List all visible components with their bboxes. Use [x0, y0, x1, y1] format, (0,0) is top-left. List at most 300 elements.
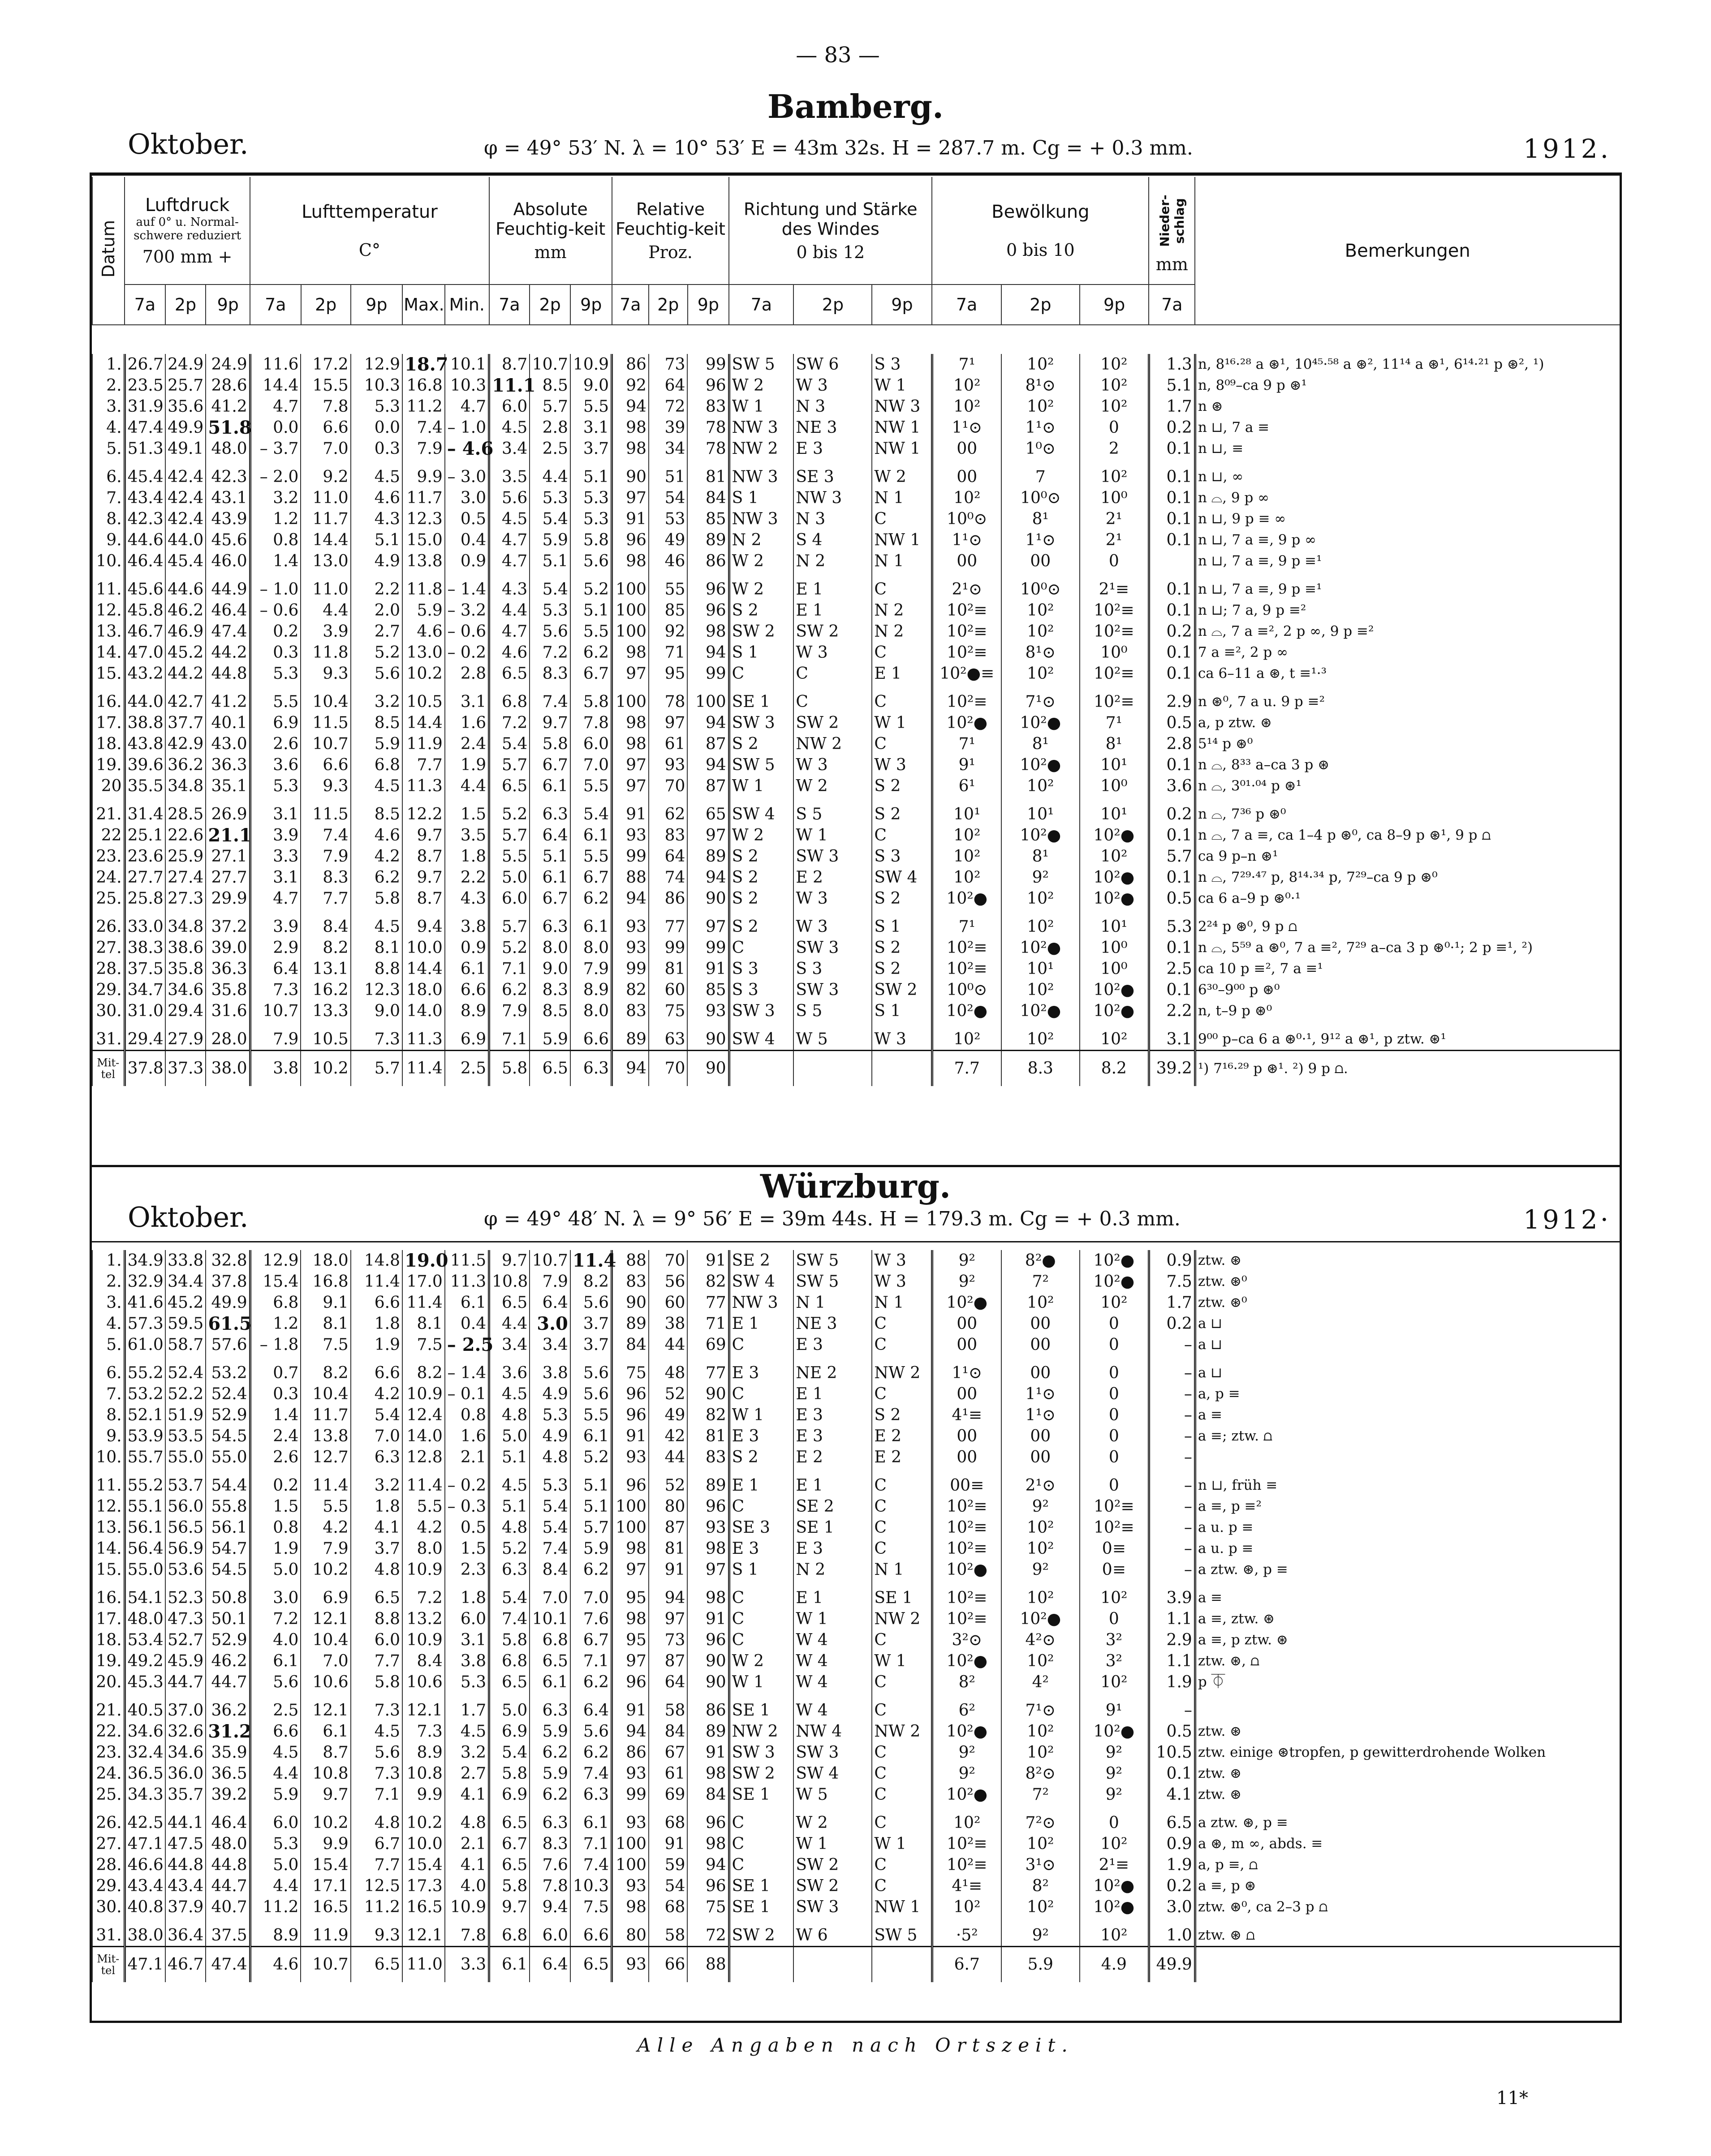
value-cell: 6.0: [445, 1608, 489, 1630]
value-cell: 14.4: [301, 530, 350, 551]
value-cell: 1¹⊙: [1001, 530, 1080, 551]
date-cell: 21.: [92, 1693, 125, 1721]
value-cell: 4.7: [489, 530, 530, 551]
table-row: [92, 1651, 1620, 1672]
value-cell: SE 3: [729, 1517, 793, 1538]
value-cell: 31.2: [206, 1721, 250, 1742]
value-cell: 10²: [932, 1805, 1001, 1833]
value-cell: S 2: [729, 1447, 793, 1468]
value-cell: 6.2: [570, 1559, 612, 1580]
value-cell: 2¹: [1080, 530, 1149, 551]
value-cell: 10²: [1001, 1721, 1080, 1742]
value-cell: 3.1: [1149, 1022, 1195, 1051]
value-cell: 10²: [1080, 354, 1149, 375]
value-cell: 53.4: [125, 1630, 165, 1651]
value-cell: 8²⊙: [1001, 1763, 1080, 1784]
value-cell: 10²: [1080, 459, 1149, 487]
value-cell: 73: [649, 1630, 688, 1651]
value-cell: 46.2: [165, 600, 206, 621]
value-cell: [1149, 551, 1195, 572]
value-cell: 0.2: [1149, 797, 1195, 825]
date-cell: 12.: [92, 1496, 125, 1517]
value-cell: 7¹: [932, 733, 1001, 755]
value-cell: 72: [687, 1918, 729, 1947]
value-cell: W 3: [793, 375, 872, 396]
value-cell: 6.5: [1149, 1805, 1195, 1833]
value-cell: 17.3: [402, 1876, 445, 1897]
value-cell: SW 2: [729, 1918, 793, 1947]
mean-value: 5.9: [1001, 1947, 1080, 1983]
remark-cell: a ztw. ⊛, p ≡: [1195, 1559, 1620, 1580]
value-cell: 4.6: [351, 825, 402, 846]
value-cell: 10²●: [1080, 1271, 1149, 1292]
value-cell: 12.9: [351, 354, 402, 375]
value-cell: 0.1: [1149, 572, 1195, 600]
value-cell: 9.0: [351, 1000, 402, 1022]
value-cell: 98: [612, 642, 649, 663]
luftdruck-unit: 700 mm +: [142, 246, 233, 267]
value-cell: 37.5: [125, 958, 165, 979]
value-cell: 100: [612, 621, 649, 642]
value-cell: N 2: [729, 530, 793, 551]
value-cell: 0.1: [1149, 937, 1195, 958]
value-cell: C: [729, 1334, 793, 1355]
value-cell: 97: [612, 663, 649, 684]
value-cell: 8.7: [301, 1742, 350, 1763]
value-cell: W 4: [793, 1672, 872, 1693]
value-cell: 10.7: [530, 354, 570, 375]
value-cell: 10²≡: [1080, 684, 1149, 712]
value-cell: 6.6: [570, 1918, 612, 1947]
remark-cell: a ≡, ztw. ⊛: [1195, 1608, 1620, 1630]
value-cell: W 3: [793, 642, 872, 663]
value-cell: 10²: [1001, 1742, 1080, 1763]
value-cell: 1¹⊙: [1001, 1405, 1080, 1426]
value-cell: 97: [687, 1559, 729, 1580]
value-cell: 0.5: [1149, 712, 1195, 733]
value-cell: W 3: [793, 888, 872, 909]
table-row: [92, 621, 1620, 642]
value-cell: 38: [649, 1313, 688, 1334]
mean-value: 37.8: [125, 1051, 165, 1087]
value-cell: 14.0: [402, 1000, 445, 1022]
footer-note: Alle Angaben nach Ortszeit.: [637, 2034, 1074, 2056]
value-cell: 6.0: [530, 1918, 570, 1947]
value-cell: 94: [687, 1854, 729, 1876]
value-cell: 9.4: [530, 1897, 570, 1918]
value-cell: W 2: [793, 1805, 872, 1833]
date-cell: 7.: [92, 487, 125, 509]
value-cell: 5.8: [570, 684, 612, 712]
table-row: [92, 1022, 1620, 1051]
table-row: [92, 1426, 1620, 1447]
value-cell: 81: [649, 1538, 688, 1559]
value-cell: 1.5: [445, 797, 489, 825]
value-cell: 34.8: [165, 776, 206, 797]
value-cell: W 1: [793, 1833, 872, 1854]
value-cell: 3.2: [445, 1742, 489, 1763]
date-cell: 5.: [92, 438, 125, 459]
mean-value: 70: [649, 1051, 688, 1087]
value-cell: 5.0: [489, 867, 530, 888]
value-cell: 16.8: [402, 375, 445, 396]
date-cell: 25.: [92, 1784, 125, 1805]
value-cell: – 3.0: [445, 459, 489, 487]
value-cell: 2.9: [1149, 1630, 1195, 1651]
value-cell: 35.5: [125, 776, 165, 797]
value-cell: 11.4: [301, 1468, 350, 1496]
value-cell: 3.5: [489, 459, 530, 487]
remark-cell: n ⊔, 7 a ≡: [1195, 417, 1620, 438]
value-cell: NE 2: [793, 1355, 872, 1384]
value-cell: 8.9: [250, 1918, 301, 1947]
value-cell: 44.0: [125, 684, 165, 712]
value-cell: 9²: [932, 1763, 1001, 1784]
value-cell: 10²●: [1080, 1721, 1149, 1742]
value-cell: 7.2: [530, 642, 570, 663]
value-cell: 39.6: [125, 755, 165, 776]
value-cell: 10⁰⊙: [932, 979, 1001, 1000]
value-cell: 37.9: [165, 1897, 206, 1918]
value-cell: 10.4: [301, 1384, 350, 1405]
table-row: [92, 1517, 1620, 1538]
value-cell: 5.2: [489, 937, 530, 958]
value-cell: 98: [612, 417, 649, 438]
value-cell: 10¹: [932, 797, 1001, 825]
value-cell: 5.1: [530, 846, 570, 867]
value-cell: 00: [1001, 1355, 1080, 1384]
remark-cell: ca 10 p ≡², 7 a ≡¹: [1195, 958, 1620, 979]
value-cell: 9¹: [932, 755, 1001, 776]
value-cell: 97: [612, 487, 649, 509]
value-cell: 52.2: [165, 1384, 206, 1405]
value-cell: N 2: [793, 1559, 872, 1580]
value-cell: 34.6: [125, 1721, 165, 1742]
value-cell: 0.1: [1149, 825, 1195, 846]
date-cell: 11.: [92, 572, 125, 600]
value-cell: 54.5: [206, 1426, 250, 1447]
table-row: [92, 375, 1620, 396]
value-cell: C: [872, 1334, 932, 1355]
value-cell: 7.4: [402, 417, 445, 438]
value-cell: 93: [612, 937, 649, 958]
date-cell: 12.: [92, 600, 125, 621]
value-cell: 5.3: [250, 776, 301, 797]
value-cell: 1.9: [351, 1334, 402, 1355]
value-cell: 2.7: [445, 1763, 489, 1784]
value-cell: 6.6: [351, 1292, 402, 1313]
date-cell: 8.: [92, 509, 125, 530]
value-cell: 7.9: [530, 1271, 570, 1292]
value-cell: 25.1: [125, 825, 165, 846]
value-cell: 87: [649, 1651, 688, 1672]
value-cell: SE 2: [729, 1250, 793, 1271]
value-cell: W 5: [793, 1784, 872, 1805]
value-cell: 8.9: [570, 979, 612, 1000]
value-cell: 5.1: [351, 530, 402, 551]
value-cell: E 3: [793, 438, 872, 459]
value-cell: 44.7: [165, 1672, 206, 1693]
value-cell: 8.2: [570, 1271, 612, 1292]
value-cell: –: [1149, 1517, 1195, 1538]
value-cell: 5.6: [570, 1292, 612, 1313]
value-cell: 18.0: [301, 1250, 350, 1271]
value-cell: 6.8: [351, 755, 402, 776]
value-cell: 4.2: [351, 846, 402, 867]
year-bamberg: 1912.: [1523, 134, 1612, 164]
value-cell: 7.0: [530, 1580, 570, 1608]
remark-cell: n ⊔, 7 a ≡, 9 p ≡¹: [1195, 572, 1620, 600]
page-number: — 83 —: [796, 43, 880, 68]
value-cell: 32.4: [125, 1742, 165, 1763]
value-cell: 96: [687, 375, 729, 396]
table-row: [92, 958, 1620, 979]
bemerkungen-header: Bemerkungen: [1195, 177, 1620, 325]
value-cell: 98: [687, 1833, 729, 1854]
value-cell: C: [872, 1313, 932, 1334]
value-cell: 62: [649, 797, 688, 825]
luftdruck-header: Luftdruck: [145, 194, 230, 216]
value-cell: 74: [649, 867, 688, 888]
value-cell: 44.8: [206, 663, 250, 684]
value-cell: 3.6: [1149, 776, 1195, 797]
value-cell: 5.3: [351, 396, 402, 417]
value-cell: 6.5: [530, 1651, 570, 1672]
value-cell: 44.6: [165, 572, 206, 600]
value-cell: 86: [687, 1693, 729, 1721]
value-cell: N 1: [872, 1559, 932, 1580]
value-cell: 10.0: [402, 937, 445, 958]
value-cell: 69: [649, 1784, 688, 1805]
value-cell: 11.8: [402, 572, 445, 600]
value-cell: 3.8: [445, 1651, 489, 1672]
value-cell: 56.1: [206, 1517, 250, 1538]
value-cell: 3¹⊙: [1001, 1854, 1080, 1876]
value-cell: 7.0: [301, 438, 350, 459]
value-cell: E 2: [793, 1447, 872, 1468]
value-cell: 26.9: [206, 797, 250, 825]
value-cell: 0: [1080, 1334, 1149, 1355]
mean-label: Mit-tel: [92, 1947, 125, 1983]
date-cell: 9.: [92, 530, 125, 551]
value-cell: 94: [649, 1580, 688, 1608]
value-cell: 96: [687, 1630, 729, 1651]
value-cell: E 2: [793, 867, 872, 888]
value-cell: 10²●: [932, 1651, 1001, 1672]
value-cell: 84: [649, 1721, 688, 1742]
value-cell: 5.6: [489, 487, 530, 509]
value-cell: 52.7: [165, 1630, 206, 1651]
value-cell: 93: [649, 755, 688, 776]
value-cell: 32.6: [165, 1721, 206, 1742]
value-cell: 10.1: [445, 354, 489, 375]
value-cell: C: [872, 1805, 932, 1833]
value-cell: 2.3: [445, 1559, 489, 1580]
value-cell: 51.9: [165, 1405, 206, 1426]
value-cell: 3.6: [489, 1355, 530, 1384]
value-cell: 7.3: [351, 1693, 402, 1721]
value-cell: S 2: [729, 846, 793, 867]
date-cell: 22: [92, 825, 125, 846]
mean-value: 6.4: [530, 1947, 570, 1983]
mean-value: 4.6: [250, 1947, 301, 1983]
value-cell: 94: [687, 642, 729, 663]
value-cell: 7.9: [250, 1022, 301, 1051]
value-cell: – 0.6: [445, 621, 489, 642]
value-cell: 5.4: [570, 797, 612, 825]
value-cell: 00: [1001, 1447, 1080, 1468]
value-cell: 25.7: [165, 375, 206, 396]
value-cell: SW 2: [793, 1854, 872, 1876]
table-row: [92, 1405, 1620, 1426]
value-cell: 6.0: [489, 888, 530, 909]
value-cell: S 2: [872, 958, 932, 979]
value-cell: 10²≡: [1080, 1517, 1149, 1538]
value-cell: 10²●: [1080, 825, 1149, 846]
value-cell: 77: [687, 1355, 729, 1384]
value-cell: –: [1149, 1355, 1195, 1384]
value-cell: 99: [649, 937, 688, 958]
value-cell: 91: [649, 1833, 688, 1854]
value-cell: 58.7: [165, 1334, 206, 1355]
value-cell: 98: [612, 438, 649, 459]
value-cell: 2.6: [250, 733, 301, 755]
value-cell: 3.4: [489, 1334, 530, 1355]
value-cell: 64: [649, 1672, 688, 1693]
date-cell: 16.: [92, 684, 125, 712]
value-cell: 37.2: [206, 909, 250, 937]
value-cell: 16.5: [301, 1897, 350, 1918]
value-cell: S 1: [872, 909, 932, 937]
date-cell: 17.: [92, 712, 125, 733]
value-cell: 34.6: [165, 1742, 206, 1763]
value-cell: 49.9: [165, 417, 206, 438]
value-cell: 10.9: [402, 1630, 445, 1651]
value-cell: ·5²: [932, 1918, 1001, 1947]
value-cell: 10²: [1080, 1918, 1149, 1947]
mean-value: [872, 1051, 932, 1087]
value-cell: 51: [649, 459, 688, 487]
value-cell: –: [1149, 1496, 1195, 1517]
value-cell: 96: [687, 1496, 729, 1517]
table-row: [92, 1447, 1620, 1468]
value-cell: 4.3: [351, 509, 402, 530]
value-cell: 1¹⊙: [932, 417, 1001, 438]
value-cell: 87: [687, 733, 729, 755]
value-cell: 00: [1001, 551, 1080, 572]
value-cell: 93: [612, 909, 649, 937]
value-cell: W 1: [793, 1608, 872, 1630]
value-cell: 49.1: [165, 438, 206, 459]
value-cell: SW 3: [793, 937, 872, 958]
value-cell: 10.3: [570, 1876, 612, 1897]
value-cell: 10²: [1001, 1580, 1080, 1608]
value-cell: 44.7: [206, 1876, 250, 1897]
value-cell: 3.9: [301, 621, 350, 642]
date-cell: 6.: [92, 459, 125, 487]
date-cell: 24.: [92, 867, 125, 888]
value-cell: 6.1: [530, 867, 570, 888]
value-cell: 4.8: [351, 1805, 402, 1833]
value-cell: 61.5: [206, 1313, 250, 1334]
value-cell: 2.2: [445, 867, 489, 888]
date-cell: 27.: [92, 1833, 125, 1854]
table-row: [92, 846, 1620, 867]
value-cell: 10²≡: [932, 958, 1001, 979]
value-cell: 9.4: [402, 909, 445, 937]
remark-cell: a ztw. ⊛, p ≡: [1195, 1805, 1620, 1833]
value-cell: 54.5: [206, 1559, 250, 1580]
value-cell: 77: [649, 909, 688, 937]
value-cell: NW 3: [729, 509, 793, 530]
value-cell: 92: [612, 375, 649, 396]
value-cell: 24.9: [206, 354, 250, 375]
value-cell: 6²: [932, 1693, 1001, 1721]
value-cell: 6.1: [570, 1805, 612, 1833]
table-row: [92, 551, 1620, 572]
remark-cell: [1195, 1693, 1620, 1721]
table-row: [92, 459, 1620, 487]
value-cell: 12.4: [402, 1405, 445, 1426]
value-cell: 15.4: [250, 1271, 301, 1292]
value-cell: 7²⊙: [1001, 1805, 1080, 1833]
value-cell: 5.2: [570, 1447, 612, 1468]
date-cell: 15.: [92, 1559, 125, 1580]
value-cell: C: [872, 572, 932, 600]
value-cell: 36.2: [206, 1693, 250, 1721]
value-cell: 52.4: [165, 1355, 206, 1384]
value-cell: 38.8: [125, 712, 165, 733]
value-cell: W 5: [793, 1022, 872, 1051]
value-cell: 10.9: [402, 1384, 445, 1405]
remark-cell: n, t–9 p ⊛⁰: [1195, 1000, 1620, 1022]
value-cell: 3.9: [250, 825, 301, 846]
value-cell: 0: [1080, 1447, 1149, 1468]
value-cell: 64: [649, 846, 688, 867]
remark-cell: 9⁰⁰ p–ca 6 a ⊛⁰·¹, 9¹² a ⊛¹, p ztw. ⊛¹: [1195, 1022, 1620, 1051]
value-cell: 95: [612, 1580, 649, 1608]
value-cell: – 1.8: [250, 1334, 301, 1355]
value-cell: NW 1: [872, 417, 932, 438]
table-row: [92, 825, 1620, 846]
mean-value: 37.3: [165, 1051, 206, 1087]
value-cell: 81: [649, 958, 688, 979]
value-cell: 2.5: [530, 438, 570, 459]
rel-unit: Proz.: [648, 242, 693, 262]
value-cell: 100: [612, 1496, 649, 1517]
date-cell: 20: [92, 776, 125, 797]
value-cell: 4.8: [530, 1447, 570, 1468]
value-cell: 11.5: [445, 1250, 489, 1271]
wind-header: Richtung und Stärke des Windes: [744, 199, 918, 239]
value-cell: 3.2: [351, 684, 402, 712]
value-cell: SW 5: [872, 1918, 932, 1947]
value-cell: 6.6: [301, 417, 350, 438]
value-cell: C: [872, 684, 932, 712]
remark-cell: a ⊔: [1195, 1334, 1620, 1355]
value-cell: 4.3: [489, 572, 530, 600]
value-cell: 5.6: [570, 551, 612, 572]
value-cell: 28.6: [206, 375, 250, 396]
value-cell: W 4: [793, 1630, 872, 1651]
value-cell: 7.2: [250, 1608, 301, 1630]
value-cell: 9.0: [570, 375, 612, 396]
value-cell: 9²: [932, 1742, 1001, 1763]
value-cell: 9.2: [301, 459, 350, 487]
remark-cell: n ⊔, ≡: [1195, 438, 1620, 459]
value-cell: 46.4: [125, 551, 165, 572]
value-cell: W 1: [793, 825, 872, 846]
